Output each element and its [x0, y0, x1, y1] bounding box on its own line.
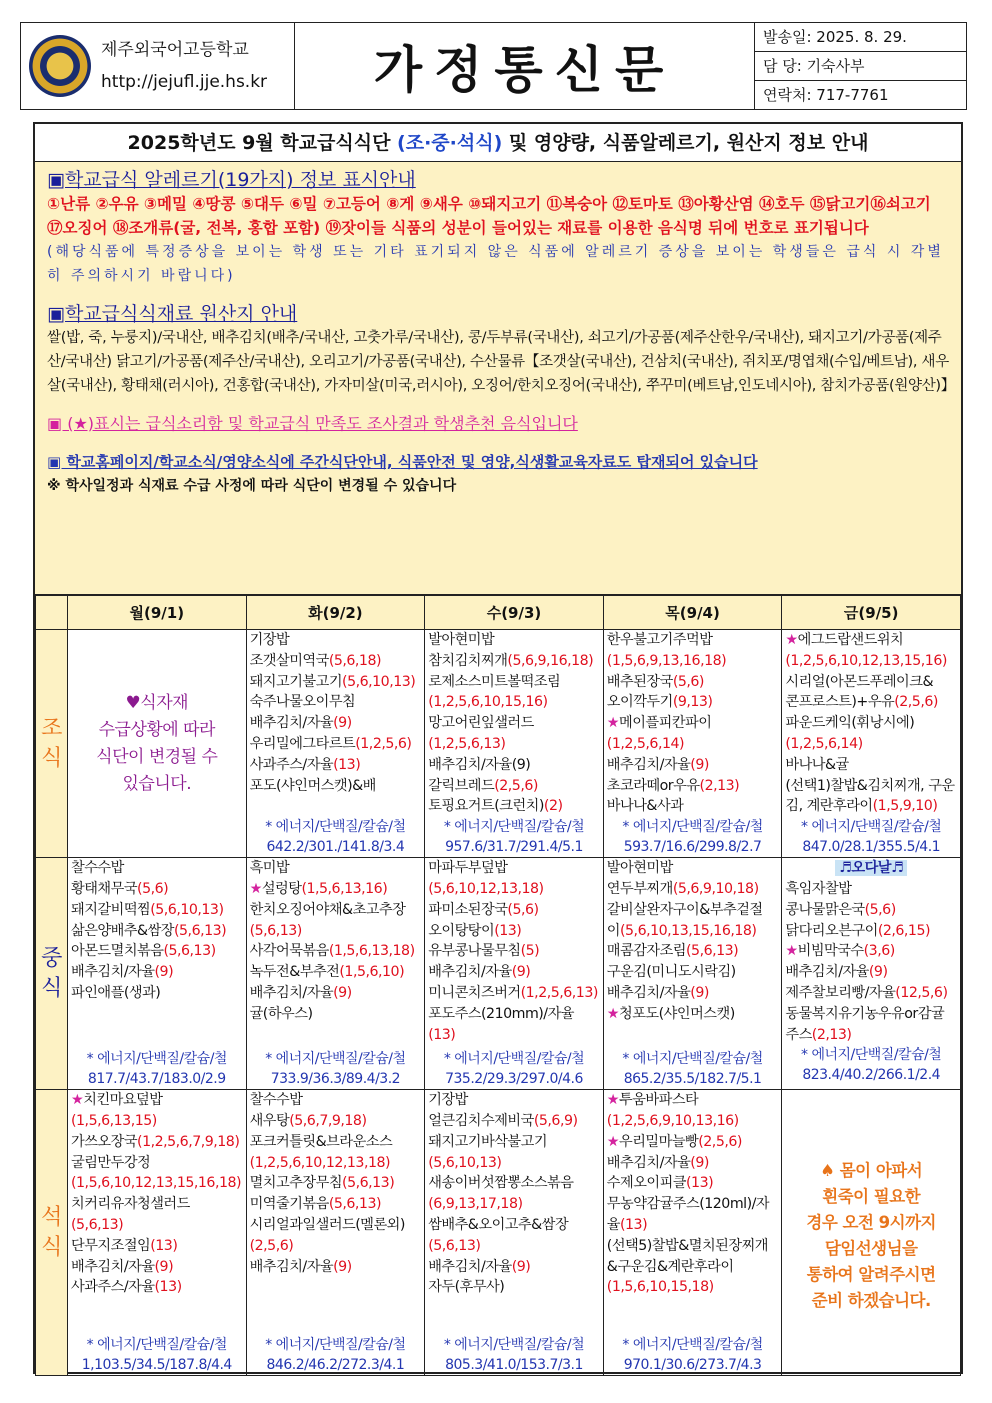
- menu-item: [428, 1153, 600, 1174]
- allergy-numbers: (9): [690, 984, 709, 1001]
- menu-item: [428, 734, 600, 755]
- breakfast-tue: [246, 630, 425, 858]
- document-header: [20, 22, 967, 110]
- meal-label-lunch: 중 식: [36, 858, 68, 1090]
- nutrient-values: 970.1/30.6/273.7/4.3: [623, 1357, 762, 1374]
- supply-notice: ♥식자재 수급상황에 따라 식단이 변경될 수 있습니다.: [96, 693, 218, 794]
- menu-item: 바나나&사과: [606, 798, 684, 815]
- allergy-numbers: (1,2,5,6,7,9,18): [137, 1133, 240, 1150]
- allergy-numbers: (1,2,5,6,9,10,13,16): [606, 1112, 739, 1129]
- allergy-numbers: (5,6,9): [533, 1112, 578, 1129]
- menu-item: 배추김치/자율(9): [428, 964, 531, 981]
- allergy-numbers: (5,6): [864, 901, 896, 918]
- allergy-numbers: (1,5,6,10): [339, 964, 405, 981]
- allergy-numbers: (9): [154, 1258, 174, 1275]
- corner-cell: [36, 596, 68, 630]
- nutrient-label: * 에너지/단백질/칼슘/철: [265, 1051, 406, 1068]
- origin-heading: ▣학교급식식재료 원산지 안내: [47, 303, 298, 325]
- menu-item: 배추김치/자율(9): [606, 756, 709, 773]
- day-header: 수(9/3): [425, 596, 604, 630]
- menu-item: 배추김치/자율(9): [71, 964, 174, 981]
- dinner-mon: [68, 1090, 247, 1376]
- menu-item: 한우불고기주먹밥: [606, 632, 713, 648]
- allergy-numbers: (1,2,5,6,10,15,16): [428, 694, 548, 711]
- menu-item: 배추김치/자율(9): [606, 1154, 709, 1171]
- menu-item: [607, 651, 779, 672]
- menu-item: 시리얼과일샐러드(멜론외)(2,5,6): [249, 1216, 405, 1254]
- nutrient-label: * 에너지/단백질/칼슘/철: [265, 1337, 406, 1354]
- menu-item: 발아현미밥: [428, 632, 495, 648]
- manager: 담 당: 기숙사부: [755, 52, 966, 81]
- star-icon: ★: [785, 632, 798, 648]
- allergy-numbers: (1,5,6,9,13,16,18): [606, 652, 727, 669]
- menu-item: 포도주스(210mm)/자율(13): [428, 1005, 574, 1043]
- allergy-numbers: (5,6,13): [328, 1196, 382, 1213]
- menu-item: [71, 1111, 243, 1132]
- menu-item: 수제오이피클(13): [606, 1175, 714, 1192]
- allergy-numbers: (9): [868, 964, 888, 981]
- school-name: 제주외국어고등학교: [101, 40, 249, 60]
- allergy-numbers: (6,9,13,17,18): [428, 1196, 523, 1213]
- menu-item: 포도(샤인머스캣)&배: [249, 777, 376, 794]
- allergy-numbers: (5,6): [672, 673, 704, 690]
- send-date: 발송일: 2025. 8. 29.: [755, 23, 966, 52]
- contact: 연락처: 717-7761: [763, 86, 889, 104]
- day-header: 목(9/4): [603, 596, 782, 630]
- menu-item: ★치킨마요덮밥: [71, 1092, 163, 1109]
- menu-item: 조갯살미역국(5,6,18): [249, 652, 382, 669]
- menu-item: 배추김치/자율(9): [71, 1258, 174, 1275]
- notice-section: [35, 162, 961, 595]
- allergy-numbers: (9): [333, 715, 352, 732]
- meal-label-breakfast: 조 식: [36, 630, 68, 858]
- menu-item: 아몬드멸치볶음(5,6,13): [71, 943, 216, 960]
- menu-item: 파미소된장국(5,6): [428, 901, 539, 918]
- star-icon: ★: [249, 880, 262, 897]
- allergy-heading: ▣학교급식 알레르기(19가지) 정보 표시안내: [47, 169, 416, 191]
- menu-item: 갈릭브레드(2,5,6): [428, 777, 538, 794]
- lunch-wed: [425, 858, 604, 1090]
- allergy-numbers: (5,6,18): [328, 652, 382, 669]
- menu-item: 얼큰김치수제비국(5,6,9): [428, 1112, 578, 1129]
- menu-item: ★청포도(샤인머스캣): [606, 1005, 735, 1022]
- ondanal-badge: ♬오다날♬: [785, 858, 957, 879]
- dinner-fri: [782, 1090, 961, 1376]
- allergy-numbers: (1,2,5,6,10,12,13,18): [249, 1154, 391, 1171]
- allergy-numbers: (5,6): [507, 901, 539, 918]
- nutrient-label: * 에너지/단백질/칼슘/철: [801, 819, 942, 836]
- lunch-thu: [603, 858, 782, 1090]
- menu-item: 갈비살완자구이&부추겉절: [606, 901, 763, 918]
- menu-item: ★설렁탕(1,5,6,13,16): [249, 880, 388, 897]
- allergy-numbers: (1,2,5,6): [355, 735, 412, 752]
- menu-item: ★메이플피칸파이: [606, 715, 712, 732]
- menu-item: ★우리밀마늘빵(2,5,6): [606, 1133, 742, 1150]
- menu-item: 새우탕(5,6,7,9,18): [249, 1112, 367, 1129]
- nutrient-label: * 에너지/단백질/칼슘/철: [86, 1051, 227, 1068]
- change-note: ※ 학사일정과 식재료 수급 사정에 따라 식단이 변경될 수 있습니다: [47, 478, 457, 494]
- star-icon: ★: [71, 1092, 84, 1109]
- menu-item: 초코라떼or우유(2,13): [606, 777, 740, 794]
- menu-item: 가쓰오장국(1,2,5,6,7,9,18): [71, 1133, 240, 1150]
- allergy-numbers: (2): [543, 798, 563, 815]
- menu-item: [250, 1153, 422, 1174]
- menu-item: [250, 921, 422, 942]
- allergy-numbers: (9): [511, 1258, 531, 1275]
- menu-item: 새송이버섯짬뽕소스볶음: [428, 1175, 574, 1192]
- menu-item: 미니콘치즈버거(1,2,5,6,13): [428, 984, 598, 1001]
- menu-item: 구운김(미니도시락김): [606, 964, 736, 981]
- nutrient-label: * 에너지/단백질/칼슘/철: [443, 1337, 585, 1354]
- allergy-numbers: (2,5,6): [494, 777, 538, 794]
- allergy-numbers: (9): [154, 964, 174, 981]
- allergy-numbers: (5,6,10,12,13,18): [428, 880, 544, 897]
- allergy-numbers: (2,5,6): [698, 1133, 742, 1150]
- menu-item: [607, 1277, 779, 1298]
- allergy-numbers: (1,5,6,10,15,18): [606, 1279, 714, 1296]
- menu-item: 사각어묵볶음(1,5,6,13,18): [249, 943, 415, 960]
- menu-item: ★비빔막국수(3,6): [785, 943, 895, 960]
- allergy-numbers: (5,6,13): [686, 943, 739, 960]
- menu-item: 동물복지유기농우유or감귤주스(2,13): [785, 1005, 945, 1043]
- menu-item: [428, 1236, 600, 1257]
- allergy-numbers: (5,6,10,13): [150, 901, 224, 918]
- nutrient-label: * 에너지/단백질/칼슘/철: [86, 1337, 227, 1354]
- star-icon: ★: [606, 715, 620, 732]
- menu-item: [71, 1215, 243, 1236]
- allergy-numbers: (5,6,13): [71, 1216, 124, 1233]
- allergy-numbers: (1,5,6,13,16): [301, 880, 388, 897]
- breakfast-mon: [68, 630, 247, 858]
- day-header: 월(9/1): [68, 596, 247, 630]
- menu-frame: [33, 122, 963, 1374]
- star-icon: ★: [785, 943, 798, 960]
- menu-item: 흑미밥: [249, 860, 290, 877]
- menu-item: 기장밥: [428, 1092, 468, 1109]
- menu-item: 치커리유자청샐러드: [71, 1196, 190, 1213]
- nutrient-label: * 에너지/단백질/칼슘/철: [443, 1051, 585, 1068]
- menu-item: 오이탕탕이(13): [428, 922, 522, 939]
- lunch-tue: [246, 858, 425, 1090]
- menu-item: [428, 692, 600, 713]
- menu-item: 돼지갈비떡찜(5,6,10,13): [71, 901, 224, 918]
- menu-item: [71, 1173, 243, 1194]
- menu-item: 바나나&귤: [785, 756, 849, 773]
- allergy-numbers: (1,2,5,6,13): [428, 735, 506, 752]
- allergy-numbers: (2,5,6): [894, 694, 938, 711]
- star-icon: ★: [606, 1005, 620, 1022]
- nutrient-label: * 에너지/단백질/칼슘/철: [622, 819, 763, 836]
- allergy-numbers: (13): [494, 922, 522, 939]
- menu-item: 숙주나물오이무침: [249, 694, 356, 711]
- nutrient-values: 805.3/41.0/153.7/3.1: [445, 1357, 583, 1374]
- nutrient-values: 847.0/28.1/355.5/4.1: [802, 839, 941, 856]
- menu-subtitle: 2025학년도 9월 학교급식식단 (조·중·석식) 및 영양량, 식품알레르기, 원산지 정보 안내: [35, 124, 961, 162]
- nutrient-values: 846.2/46.2/272.3/4.1: [266, 1357, 405, 1374]
- menu-item: 연두부찌개(5,6,9,10,18): [606, 880, 759, 897]
- menu-item: 참치김치찌개(5,6,9,16,18): [428, 652, 594, 669]
- menu-item: 삶은양배추&쌈장(5,6,13): [71, 922, 227, 939]
- allergy-numbers: (5,6,13): [249, 922, 302, 939]
- nutrient-label: * 에너지/단백질/칼슘/철: [801, 1047, 942, 1064]
- menu-item: (선택1)찰밥&김치찌개, 구운김, 계란후라이(1,5,9,10): [785, 777, 955, 815]
- menu-item: 기장밥: [249, 632, 290, 648]
- menu-item: 사과주스/자율(13): [249, 756, 361, 773]
- allergy-numbers: (1,5,6,13,18): [328, 943, 415, 960]
- menu-item: 로제소스미트볼떡조림: [428, 673, 561, 690]
- menu-item: ★투움바파스타: [606, 1092, 699, 1109]
- allergy-numbers: (5,6,13): [163, 943, 216, 960]
- menu-item: 흑임자찰밥: [785, 880, 852, 897]
- menu-item: 녹두전&부추전(1,5,6,10): [249, 964, 405, 981]
- menu-item: 매콤감자조림(5,6,13): [606, 943, 739, 960]
- menu-item: 돼지고기바삭불고기: [428, 1133, 548, 1150]
- menu-item: 단무지조절임(13): [71, 1237, 178, 1254]
- allergy-caution: (해당식품에 특정증상을 보이는 학생 또는 기타 표기되지 않은 식품에 알레르기 증상을 보이는 학생들은 급식 시 각별히 주의하시기 바랍니다): [47, 244, 944, 284]
- school-url: http://jejufl.jje.hs.kr: [101, 72, 268, 92]
- allergy-numbers: (2,6,15): [877, 922, 931, 939]
- nutrient-values: 733.9/36.3/89.4/3.2: [270, 1071, 401, 1088]
- allergy-numbers: (1,2,5,6,13): [520, 984, 598, 1001]
- menu-item: 황태채무국(5,6): [71, 880, 169, 897]
- dinner-wed: [425, 1090, 604, 1376]
- menu-item: 파운드케익(휘낭시에)(1,2,5,6,14): [785, 715, 915, 752]
- allergy-numbers: (5,6,9,10,18): [672, 880, 759, 897]
- allergy-numbers: (1,5,9,10): [872, 798, 938, 815]
- menu-item: 배추김치/자율(9): [428, 756, 531, 773]
- allergy-numbers: (13): [428, 1026, 456, 1043]
- menu-item: 이(5,6,10,13,15,16,18): [606, 922, 757, 939]
- menu-item: 배추된장국(5,6): [606, 673, 704, 690]
- allergy-numbers: (5,6): [137, 880, 169, 897]
- menu-item: 콩나물맑은국(5,6): [785, 901, 896, 918]
- menu-item: 오이깍두기(9,13): [606, 694, 713, 711]
- menu-item: 굴림만두강정: [71, 1154, 151, 1171]
- allergy-numbers: (1,5,6,13,15): [71, 1112, 157, 1129]
- allergy-numbers: (13): [154, 1279, 182, 1296]
- allergy-numbers: (5): [520, 943, 540, 960]
- menu-item: 배추김치/자율(9): [249, 1258, 352, 1275]
- allergy-numbers: (3,6): [863, 943, 895, 960]
- subtitle-highlight: (조·중·석식): [397, 132, 503, 154]
- school-box: [20, 22, 295, 110]
- allergy-numbers: (2,5,6): [249, 1237, 294, 1254]
- nutrient-values: 593.7/16.6/299.8/2.7: [623, 839, 762, 856]
- nutrient-label: * 에너지/단백질/칼슘/철: [265, 819, 406, 836]
- menu-item: 포크커틀릿&브라운소스: [249, 1133, 393, 1150]
- allergy-numbers: (9): [690, 1154, 709, 1171]
- menu-item: 닭다리오븐구이(2,6,15): [785, 922, 931, 939]
- allergy-numbers: (13): [150, 1237, 178, 1254]
- send-info: [755, 22, 967, 110]
- menu-item: 망고어린잎샐러드: [428, 715, 534, 732]
- menu-table: [35, 595, 961, 1376]
- allergy-numbers: (5,6,13): [174, 922, 227, 939]
- menu-item: 돼지고기불고기(5,6,10,13): [249, 673, 416, 690]
- menu-item: 우리밀에그타르트(1,2,5,6): [249, 735, 412, 752]
- star-icon: ★: [606, 1092, 620, 1109]
- day-header: 금(9/5): [782, 596, 961, 630]
- nutrient-values: 642.2/301./141.8/3.4: [266, 839, 405, 856]
- menu-item: (선택5)찰밥&멸치된장찌개&구운김&계란후라이: [606, 1237, 768, 1275]
- lunch-mon: [68, 858, 247, 1090]
- menu-item: [428, 1194, 600, 1215]
- document-title: 가정통신문: [295, 22, 755, 110]
- allergy-numbers: (2,13): [811, 1026, 852, 1043]
- menu-item: 콘프로스트)+우유(2,5,6): [785, 694, 938, 711]
- menu-item: 멸치고추장무침(5,6,13): [249, 1175, 395, 1192]
- allergy-numbers: (1,5,6,10,12,13,15,16,18): [71, 1175, 242, 1192]
- nutrient-label: * 에너지/단백질/칼슘/철: [443, 819, 585, 836]
- origin-text: 쌀(밥, 죽, 누룽지)/국내산, 배추김치(배추/국내산, 고춧가루/국내산), 콩/두부류(국내산), 쇠고기/가공품(제주산한우/국내산), 돼지고기/가공품(제주산/국내산) 닭고기/가공품(제주산/국내산), 오리고기/가공품(국내산), 수산물류【조갯살(국내산), 건삼치(국내산), 쥐치포/명엽채(수입/베트남), 새우살(국내산), 황태채(러시아), 건홍합(국내산), 가자미살(미국,러시아), 오징어/한치오징어(국내산), 쭈꾸미(베트남,인도네시아), 참치가공품(원양산)】: [47, 330, 955, 394]
- allergy-numbers: (5,6,10,13): [342, 673, 416, 690]
- menu-item: 유부콩나물무침(5): [428, 943, 540, 960]
- breakfast-thu: [603, 630, 782, 858]
- allergy-numbers: (1,2,5,6,10,12,13,15,16): [785, 652, 947, 669]
- breakfast-fri: [782, 630, 961, 858]
- menu-item: 파인애플(생과): [71, 984, 161, 1001]
- nutrient-values: 865.2/35.5/182.7/5.1: [623, 1071, 762, 1088]
- allergy-numbers: (5,6,10,13): [428, 1154, 502, 1171]
- star-note: ▣ (★)표시는 급식소리함 및 학교급식 만족도 조사결과 학생추천 음식입니다: [47, 414, 578, 433]
- menu-item: 쌈배추&오이고추&쌈장: [428, 1216, 569, 1233]
- nutrient-values: 823.4/40.2/266.1/2.4: [802, 1067, 941, 1084]
- menu-item: 자두(후무사): [428, 1279, 505, 1296]
- allergy-numbers: (13): [686, 1175, 714, 1192]
- nutrient-label: * 에너지/단백질/칼슘/철: [622, 1051, 763, 1068]
- porridge-notice: ♠ 몸이 아파서 흰죽이 필요한 경우 오전 9시까지 담임선생님을 통하여 알려주시면 준비 하겠습니다.: [806, 1161, 936, 1311]
- allergy-numbers: (13): [333, 756, 361, 773]
- allergy-numbers: (9,13): [672, 694, 713, 711]
- menu-item: [607, 1111, 779, 1132]
- dinner-thu: [603, 1090, 782, 1376]
- allergy-numbers: (13): [620, 1216, 648, 1233]
- menu-item: [785, 651, 957, 672]
- nutrient-values: 957.6/31.7/291.4/5.1: [445, 839, 583, 856]
- menu-item: 토핑요거트(크런치)(2): [428, 798, 563, 815]
- nutrient-values: 735.2/29.3/297.0/4.6: [445, 1071, 583, 1088]
- nutrient-values: 1,103.5/34.5/187.8/4.4: [81, 1357, 232, 1374]
- menu-item: 찰수수밥: [249, 1092, 303, 1109]
- allergy-numbers: (5,6,9,16,18): [507, 652, 594, 669]
- allergy-numbers: (5,6,13): [428, 1237, 481, 1254]
- menu-item: 귤(하우스): [249, 1005, 313, 1022]
- menu-item: 제주찰보리빵/자율(12,5,6): [785, 984, 948, 1001]
- allergy-numbers: (12,5,6): [895, 984, 948, 1001]
- allergy-numbers: (5,6,10,13,15,16,18): [620, 922, 757, 939]
- menu-item: 발아현미밥: [606, 860, 673, 877]
- allergy-numbers: (5,6,13): [342, 1175, 395, 1192]
- menu-item: 배추김치/자율(9): [249, 715, 352, 732]
- allergy-numbers: (9): [690, 756, 709, 773]
- menu-item: 사과주스/자율(13): [71, 1279, 182, 1296]
- allergy-numbers: (5,6,7,9,18): [289, 1112, 367, 1129]
- menu-item: 한치오징어야채&초고추장: [249, 901, 406, 918]
- nutrient-label: * 에너지/단백질/칼슘/철: [622, 1337, 763, 1354]
- menu-item: ★에그드랍샌드위치: [785, 632, 904, 648]
- allergy-numbers: (9): [511, 964, 531, 981]
- menu-item: 배추김치/자율(9): [606, 984, 709, 1001]
- allergy-numbers: (1,2,5,6,14): [785, 735, 863, 752]
- allergy-numbers: (9): [333, 1258, 352, 1275]
- homepage-note: ▣ 학교홈페이지/학교소식/영양소식에 주간식단안내, 식품안전 및 영양,식생활교육자료도 탑재되어 있습니다: [47, 453, 758, 471]
- menu-item: 마파두부덮밥(5,6,10,12,13,18): [428, 860, 544, 897]
- menu-item: 미역줄기볶음(5,6,13): [249, 1196, 382, 1213]
- star-icon: ★: [606, 1133, 620, 1150]
- menu-item: 무농약감귤주스(120ml)/자율(13): [606, 1196, 770, 1233]
- allergy-numbers: (2,13): [699, 777, 740, 794]
- dinner-tue: [246, 1090, 425, 1376]
- allergy-numbers: (1,2,5,6,14): [606, 735, 685, 752]
- meal-label-dinner: 석 식: [36, 1090, 68, 1376]
- day-header: 화(9/2): [246, 596, 425, 630]
- menu-item: 배추김치/자율(9): [428, 1258, 531, 1275]
- nutrient-values: 817.7/43.7/183.0/2.9: [87, 1071, 226, 1088]
- menu-item: 배추김치/자율(9): [785, 964, 888, 981]
- school-logo-icon: [29, 35, 91, 97]
- breakfast-wed: [425, 630, 604, 858]
- menu-item: 시리얼(아몬드푸레이크&: [785, 673, 934, 690]
- allergy-list: ①난류 ②우유 ③메밀 ④땅콩 ⑤대두 ⑥밀 ⑦고등어 ⑧게 ⑨새우 ⑩돼지고기 ⑪복숭아 ⑫토마토 ⑬아황산염 ⑭호두 ⑮닭고기⑯쇠고기 ⑰오징어 ⑱조개류(굴, 전복, 홍합 포함) ⑲잣이들 식품의 성분이 들어있는 재료를 이용한 음식명 뒤에 번호로 표기됩니다: [47, 195, 931, 237]
- lunch-fri: [782, 858, 961, 1090]
- menu-item: 배추김치/자율(9): [249, 984, 352, 1001]
- menu-item: 찰수수밥: [71, 860, 124, 877]
- allergy-numbers: (9): [333, 984, 352, 1001]
- menu-item: [607, 734, 779, 755]
